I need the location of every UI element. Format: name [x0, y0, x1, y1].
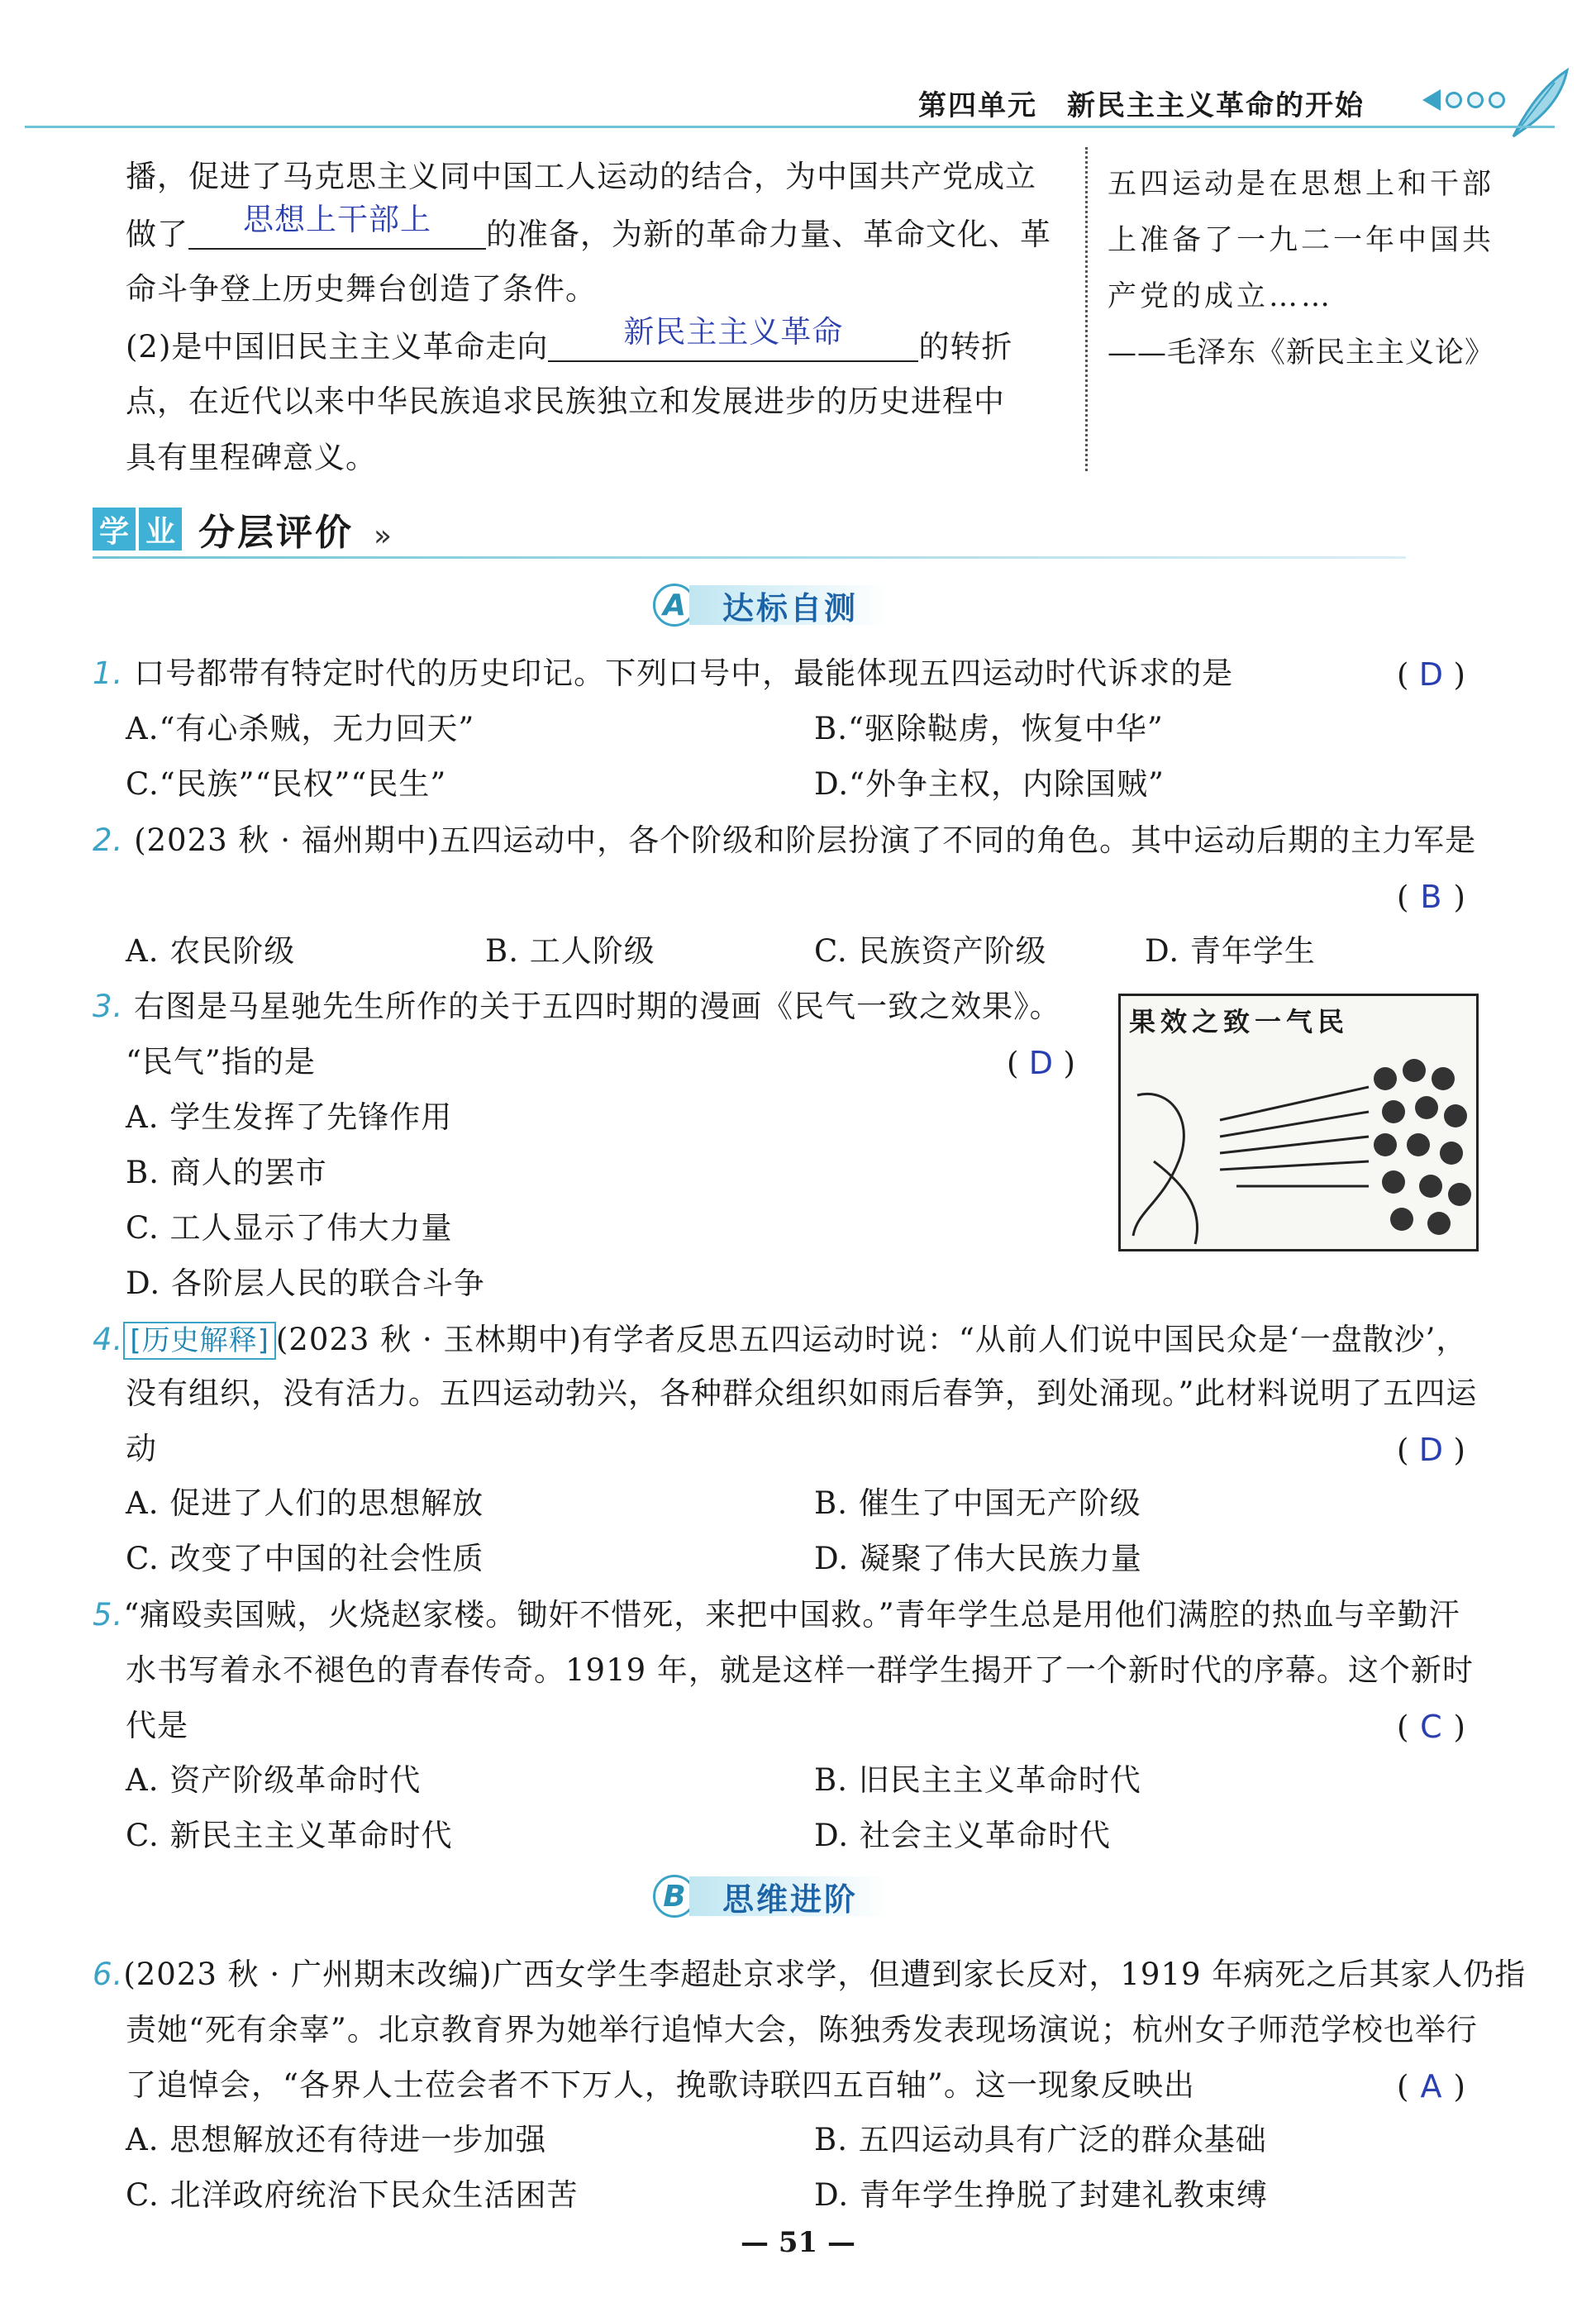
answer-bracket-6: ( A ) [1397, 2068, 1465, 2105]
subsection-a-header [653, 584, 888, 627]
option-4b: B. 催生了中国无产阶级 [814, 1485, 1141, 1521]
answer-bracket-2: ( B ) [1397, 879, 1465, 915]
fill-blank-2 [548, 314, 918, 362]
dot-icon [1489, 92, 1505, 108]
option-3b: B. 商人的罢市 [126, 1155, 327, 1190]
question-text: 口号都带有特定时代的历史印记。下列口号中，最能体现五四运动时代诉求的是 [134, 655, 1234, 691]
left-arrow-icon [1422, 89, 1441, 111]
section-tag-1: 学 [93, 508, 136, 551]
question-number: 3. [93, 989, 124, 1024]
sidebar-line-1: 五四运动是在思想上和干部 [1108, 168, 1495, 201]
option-4d: D. 凝聚了伟大民族力量 [814, 1541, 1142, 1576]
intro-line-4 [126, 314, 1013, 365]
fill-blank-1 [188, 202, 486, 250]
option-6b: B. 五四运动具有广泛的群众基础 [814, 2122, 1267, 2157]
option-1d: D.“外争主权，内除国贼” [814, 766, 1165, 802]
answer-3: D [1028, 1045, 1054, 1081]
option-5d: D. 社会主义革命时代 [814, 1818, 1111, 1853]
question-5-stem-2: 水书写着永不褪色的青春传奇。1919 年，就是这样一群学生揭开了一个新时代的序幕。这个新时 [126, 1652, 1474, 1688]
header-rule [25, 126, 1555, 128]
question-text: (2023 秋 · 福州期中)五四运动中，各个阶级和阶层扮演了不同的角色。其中运动后期的主力军是 [134, 822, 1477, 858]
option-2a: A. 农民阶级 [126, 933, 296, 969]
question-5-stem-1 [93, 1597, 1460, 1633]
answer-bracket-5: ( C ) [1397, 1709, 1465, 1745]
answer-5: C [1420, 1709, 1442, 1745]
option-6d: D. 青年学生挣脱了封建礼教束缚 [814, 2177, 1268, 2213]
intro-line-2-pre: 做了 [126, 217, 188, 252]
option-2b: B. 工人阶级 [485, 933, 655, 969]
option-1a: A.“有心杀贼，无力回天” [126, 711, 475, 746]
dot-icon [1467, 92, 1484, 108]
subsection-a-title: 达标自测 [689, 585, 888, 625]
intro-line-2-post: 的准备，为新的革命力量、革命文化、革 [486, 217, 1051, 252]
question-number: 4. [93, 1322, 124, 1357]
section-tag-2: 业 [139, 508, 182, 551]
sidebar-line-3: 产党的成立…… [1108, 280, 1334, 313]
question-text: (2023 秋 · 玉林期中)有学者反思五四运动时说：“从前人们说中国民众是‘一盘散沙’， [275, 1322, 1468, 1357]
header-nav-decoration [1422, 89, 1505, 111]
option-2c: C. 民族资产阶级 [814, 933, 1047, 969]
intro-line-4-pre: (2)是中国旧民主主义革命走向 [126, 329, 549, 365]
question-2-stem [93, 822, 1477, 858]
option-6c: C. 北洋政府统治下民众生活困苦 [126, 2177, 579, 2213]
section-title: 分层评价 [198, 512, 354, 554]
option-3c: C. 工人显示了伟大力量 [126, 1210, 453, 1246]
dot-icon [1446, 92, 1462, 108]
cartoon-image [1118, 994, 1479, 1251]
option-4a: A. 促进了人们的思想解放 [126, 1485, 484, 1521]
question-1-stem [93, 655, 1234, 691]
answer-2: B [1420, 879, 1442, 915]
intro-line-6: 具有里程碑意义。 [126, 440, 377, 475]
subsection-b-header [653, 1875, 888, 1918]
intro-line-1: 播，促进了马克思主义同中国工人运动的结合，为中国共产党成立 [126, 159, 1036, 194]
sidebar-line-4: ——毛泽东《新民主主义论》 [1108, 336, 1495, 369]
question-number: 5. [93, 1597, 124, 1633]
intro-line-5: 点，在近代以来中华民族追求民族独立和发展进步的历史进程中 [126, 384, 1005, 419]
intro-line-3: 命斗争登上历史舞台创造了条件。 [126, 271, 597, 307]
answer-bracket-1: ( D ) [1397, 656, 1465, 693]
page-number: — 51 — [741, 2226, 855, 2259]
blank-answer-2: 新民主主义革命 [623, 314, 844, 350]
question-3-stem-1 [93, 991, 1061, 1022]
unit-header-title: 第四单元 新民主主义革命的开始 [918, 89, 1365, 122]
option-5a: A. 资产阶级革命时代 [126, 1762, 422, 1798]
cartoon-caption: 民气一致之效果 [1129, 1006, 1350, 1037]
question-4-stem-2: 没有组织，没有活力。五四运动勃兴，各种群众组织如雨后春笋，到处涌现。”此材料说明了五四运 [126, 1375, 1478, 1411]
question-4-stem-1 [93, 1322, 1467, 1360]
section-banner [93, 503, 392, 555]
question-3-stem-2: “民气”指的是 [126, 1044, 316, 1080]
question-text: (2023 秋 · 广州期末改编)广西女学生李超赴京求学，但遭到家长反对，1919 年病死之后其家人仍指 [123, 1957, 1527, 1992]
question-number: 2. [93, 822, 124, 858]
question-text: “痛殴卖国贼，火烧赵家楼。锄奸不惜死，来把中国救。”青年学生总是用他们满腔的热血与辛勤汗 [123, 1597, 1460, 1633]
option-1c: C.“民族”“民权”“民生” [126, 766, 447, 802]
option-5c: C. 新民主主义革命时代 [126, 1818, 453, 1853]
option-3a: A. 学生发挥了先锋作用 [126, 1099, 453, 1135]
answer-4: D [1418, 1432, 1444, 1468]
intro-line-4-post: 的转折 [918, 329, 1013, 365]
feather-icon [1505, 66, 1571, 141]
question-number: 1. [93, 655, 124, 691]
question-5-stem-3: 代是 [126, 1708, 188, 1743]
option-5b: B. 旧民主主义革命时代 [814, 1762, 1141, 1798]
blank-answer-1: 思想上干部上 [243, 202, 431, 237]
option-1b: B.“驱除鞑虏，恢复中华” [814, 711, 1164, 746]
question-text: 右图是马星驰先生所作的关于五四时期的漫画《民气一致之效果》。 [134, 989, 1061, 1024]
subsection-b-title: 思维进阶 [689, 1876, 888, 1916]
question-6-stem-2: 责她“死有余辜”。北京教育界为她举行追悼大会，陈独秀发表现场演说；杭州女子师范学校也举行 [126, 2012, 1478, 2047]
option-3d: D. 各阶层人民的联合斗争 [126, 1266, 485, 1301]
option-4c: C. 改变了中国的社会性质 [126, 1541, 484, 1576]
question-4-label: [历史解释] [123, 1322, 276, 1360]
option-2d: D. 青年学生 [1145, 933, 1316, 969]
question-6-stem-1 [93, 1959, 1526, 1990]
section-rule [93, 556, 1406, 559]
intro-line-2 [126, 202, 1051, 252]
question-number: 6. [93, 1957, 124, 1992]
answer-bracket-4: ( D ) [1397, 1432, 1465, 1468]
subsection-b-letter: B [653, 1875, 696, 1918]
sidebar-divider [1085, 147, 1091, 471]
answer-6: A [1420, 2068, 1442, 2105]
sidebar-line-2: 上准备了一九二一年中国共 [1108, 224, 1495, 257]
answer-bracket-3: ( D ) [1007, 1045, 1075, 1081]
subsection-a-letter: A [653, 584, 696, 627]
question-4-stem-3: 动 [126, 1431, 157, 1466]
double-chevron-icon: » [374, 518, 393, 553]
option-6a: A. 思想解放还有待进一步加强 [126, 2122, 547, 2157]
question-6-stem-3: 了追悼会，“各界人士莅会者不下万人，挽歌诗联四五百轴”。这一现象反映出 [126, 2067, 1195, 2103]
answer-1: D [1418, 656, 1444, 693]
cartoon-drawing [1121, 996, 1476, 1249]
